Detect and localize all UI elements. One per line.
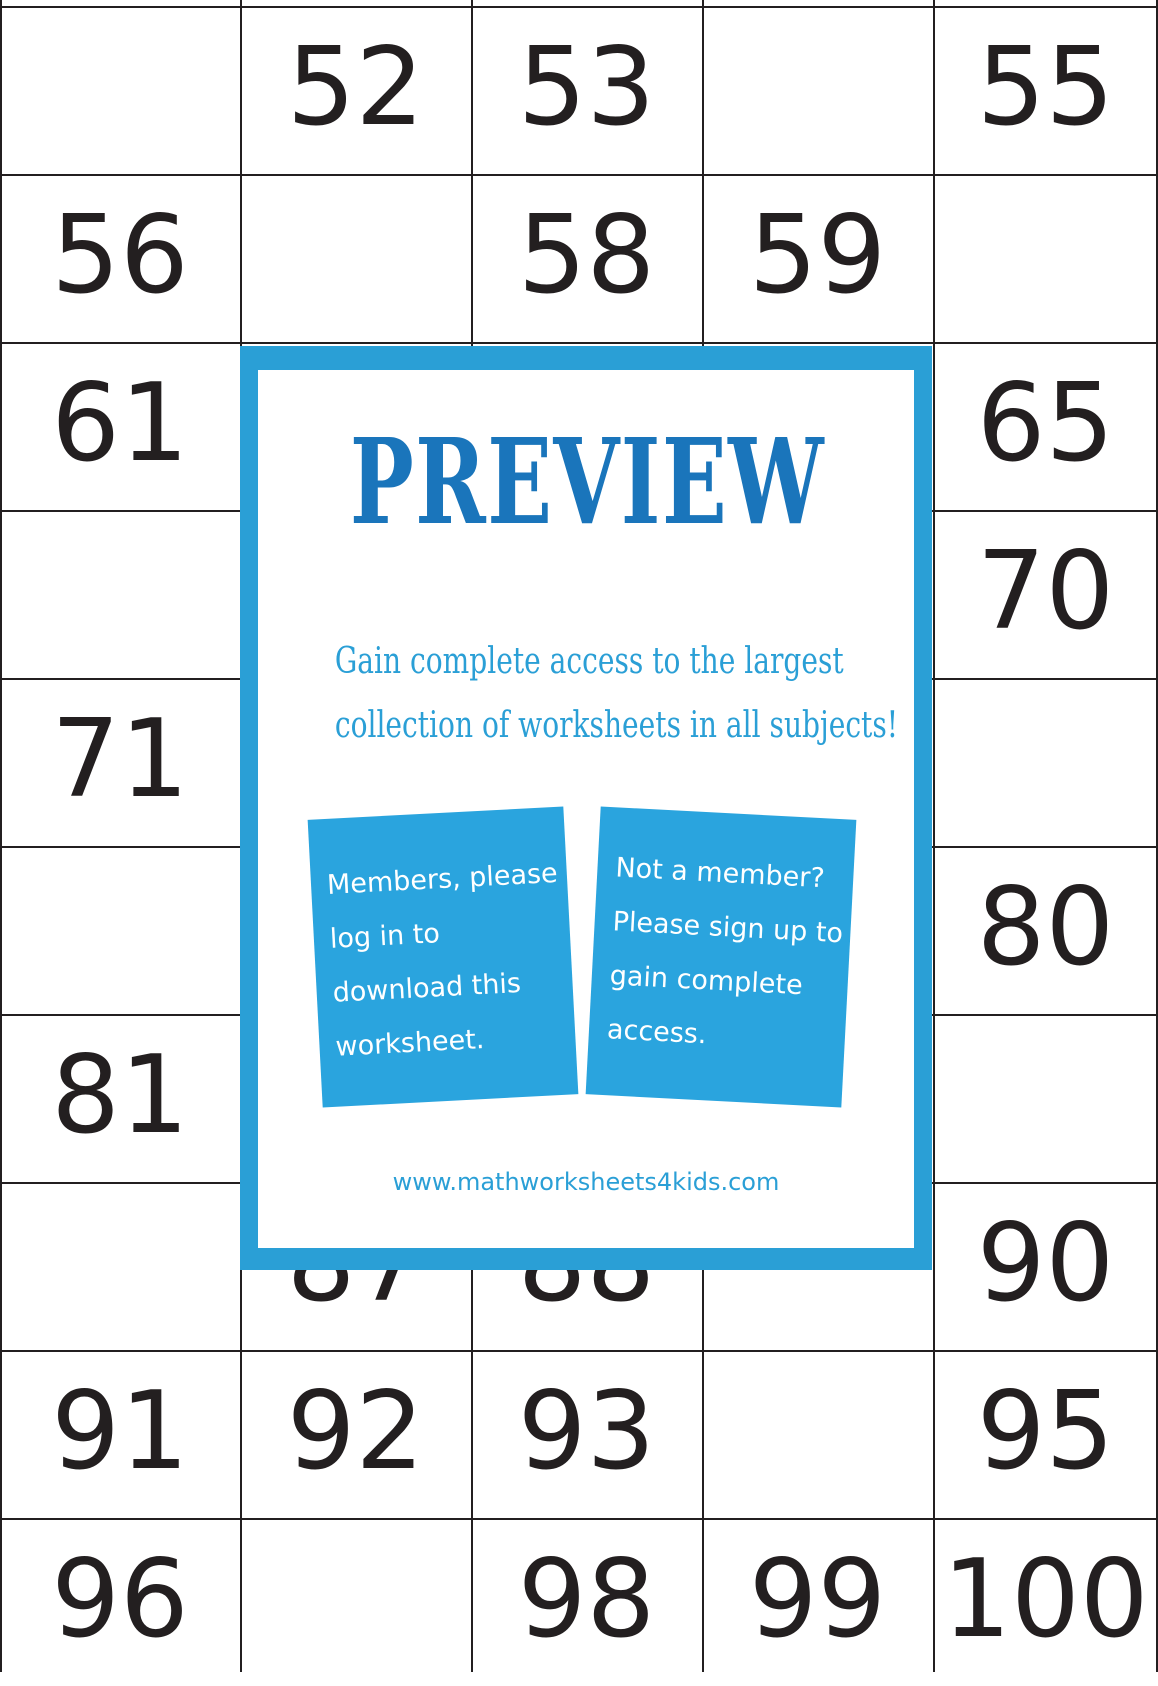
grid-number: 53 — [517, 25, 656, 150]
grid-number: 91 — [51, 1369, 189, 1494]
members-card-line: worksheet. — [334, 1023, 486, 1063]
preview-panel — [258, 370, 914, 1248]
grid-cell — [471, 174, 702, 342]
grid-number: 98 — [517, 1537, 656, 1662]
grid-row-line — [0, 6, 1158, 8]
grid-cell — [0, 678, 240, 846]
signup-card-line: access. — [606, 1014, 708, 1051]
grid-cell — [0, 510, 240, 678]
grid-row-line — [0, 1518, 1158, 1520]
grid-cell — [933, 1182, 1158, 1350]
grid-cell — [933, 1350, 1158, 1518]
grid-number: 92 — [286, 1369, 425, 1494]
grid-number: 56 — [51, 193, 189, 318]
grid-number: 96 — [51, 1537, 189, 1662]
grid-number: 70 — [976, 529, 1115, 654]
grid-cell — [0, 174, 240, 342]
preview-overlay — [240, 346, 932, 1270]
grid-cell — [0, 1350, 240, 1518]
grid-number: 58 — [517, 193, 656, 318]
grid-cell — [933, 6, 1158, 174]
grid-cell — [933, 846, 1158, 1014]
grid-cell — [702, 1350, 933, 1518]
signup-card-line: Not a member? — [614, 852, 826, 895]
grid-number: 99 — [748, 1537, 887, 1662]
grid-cell — [0, 1182, 240, 1350]
grid-cell — [933, 678, 1158, 846]
grid-cell — [471, 1350, 702, 1518]
grid-row-line — [0, 342, 1158, 344]
grid-row-line — [0, 1350, 1158, 1352]
grid-number: 71 — [51, 697, 189, 822]
signup-card-line: gain complete — [609, 960, 804, 1002]
grid-cell — [933, 174, 1158, 342]
grid-cell — [702, 1518, 933, 1686]
grid-cell — [0, 6, 240, 174]
grid-number: 61 — [51, 361, 189, 486]
grid-number: 93 — [517, 1369, 656, 1494]
grid-cell — [933, 342, 1158, 510]
grid-number: 80 — [976, 865, 1115, 990]
grid-cell — [471, 6, 702, 174]
grid-cell — [933, 510, 1158, 678]
grid-cell — [702, 174, 933, 342]
subtitle-line: collection of worksheets in all subjects! — [334, 705, 899, 746]
members-login-card[interactable] — [308, 806, 579, 1107]
grid-number: 59 — [748, 193, 887, 318]
preview-subtitle — [264, 630, 908, 758]
grid-number: 90 — [976, 1201, 1115, 1326]
grid-cell — [0, 1014, 240, 1182]
grid-cell — [240, 174, 471, 342]
grid-number: 100 — [942, 1537, 1149, 1662]
grid-cell — [0, 846, 240, 1014]
grid-number: 65 — [976, 361, 1115, 486]
grid-cell — [933, 1014, 1158, 1182]
grid-cell — [0, 342, 240, 510]
members-card-line: Members, please — [326, 857, 559, 901]
grid-number: 95 — [976, 1369, 1115, 1494]
signup-card-line: Please sign up to — [611, 906, 844, 950]
preview-title: PREVIEW — [349, 412, 826, 551]
grid-cell — [702, 6, 933, 174]
grid-number: 52 — [286, 25, 425, 150]
grid-row-line — [0, 174, 1158, 176]
subtitle-line: Gain complete access to the largest — [334, 641, 844, 682]
grid-number: 55 — [976, 25, 1115, 150]
grid-cell — [933, 1518, 1158, 1686]
members-card-line: log in to — [329, 918, 441, 955]
site-url-link[interactable]: www.mathworksheets4kids.com — [392, 1168, 780, 1196]
grid-cell — [240, 1518, 471, 1686]
grid-number: 81 — [51, 1033, 189, 1158]
grid-cell — [240, 6, 471, 174]
grid-cell — [471, 1518, 702, 1686]
grid-cell — [240, 1350, 471, 1518]
signup-card[interactable] — [586, 806, 857, 1107]
members-card-line: download this — [331, 967, 522, 1009]
grid-cell — [0, 1518, 240, 1686]
grid-col-line — [0, 0, 2, 1672]
grid-col-line — [933, 0, 935, 1672]
